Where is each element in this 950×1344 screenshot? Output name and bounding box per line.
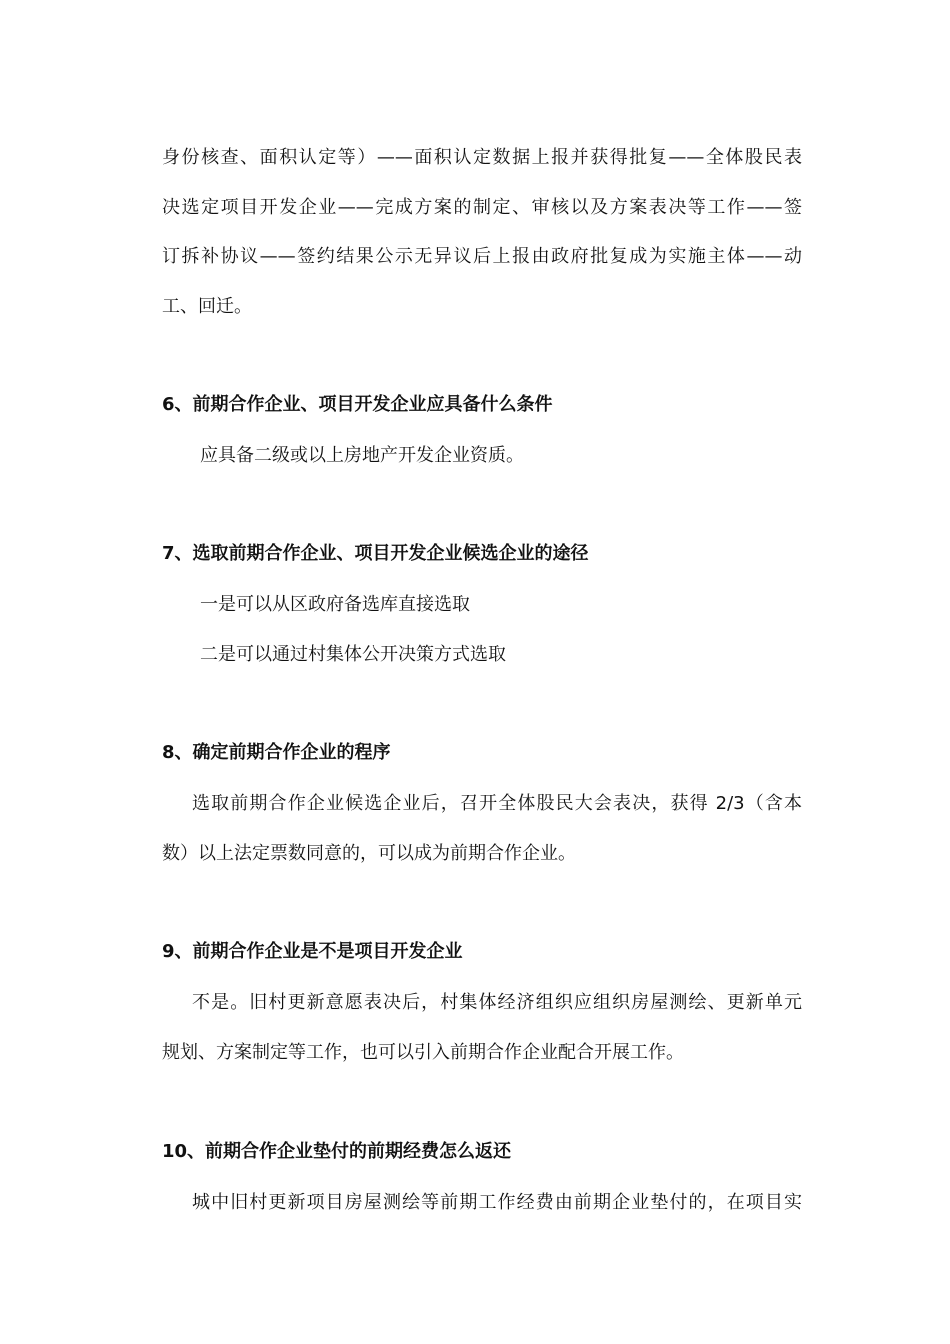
section-heading-8: 8、确定前期合作企业的程序	[162, 742, 391, 763]
intro-paragraph	[162, 133, 802, 331]
paragraph-line: 决选定项目开发企业——完成方案的制定、审核以及方案表决等工作——签	[162, 196, 802, 218]
paragraph-line: 不是。旧村更新意愿表决后，村集体经济组织应组织房屋测绘、更新单元	[192, 992, 802, 1013]
section-9-answer	[162, 978, 802, 1077]
paragraph-line: 应具备二级或以上房地产开发企业资质。	[200, 445, 524, 466]
paragraph-line: 订拆补协议——签约结果公示无异议后上报由政府批复成为实施主体——动	[162, 246, 802, 268]
paragraph-line: 二是可以通过村集体公开决策方式选取	[200, 643, 506, 665]
section-8-answer	[162, 779, 802, 878]
section-6-answer	[162, 431, 802, 481]
section-heading-9: 9、前期合作企业是不是项目开发企业	[162, 941, 463, 962]
section-heading-7: 7、选取前期合作企业、项目开发企业候选企业的途径	[162, 543, 589, 564]
paragraph-line: 城中旧村更新项目房屋测绘等前期工作经费由前期企业垫付的，在项目实	[192, 1192, 802, 1213]
paragraph-line: 一是可以从区政府备选库直接选取	[200, 594, 470, 615]
paragraph-line: 工、回迁。	[162, 295, 252, 317]
section-7-answer	[162, 580, 802, 679]
section-heading-10: 10、前期合作企业垫付的前期经费怎么返还	[162, 1141, 512, 1162]
paragraph-line: 规划、方案制定等工作，也可以引入前期合作企业配合开展工作。	[162, 1041, 684, 1063]
section-10-answer	[162, 1178, 802, 1228]
paragraph-line: 身份核查、面积认定等）——面积认定数据上报并获得批复——全体股民表	[162, 147, 802, 168]
paragraph-line: 选取前期合作企业候选企业后，召开全体股民大会表决，获得 2/3（含本	[192, 793, 802, 814]
paragraph-line: 数）以上法定票数同意的，可以成为前期合作企业。	[162, 842, 576, 864]
section-heading-6: 6、前期合作企业、项目开发企业应具备什么条件	[162, 394, 553, 415]
